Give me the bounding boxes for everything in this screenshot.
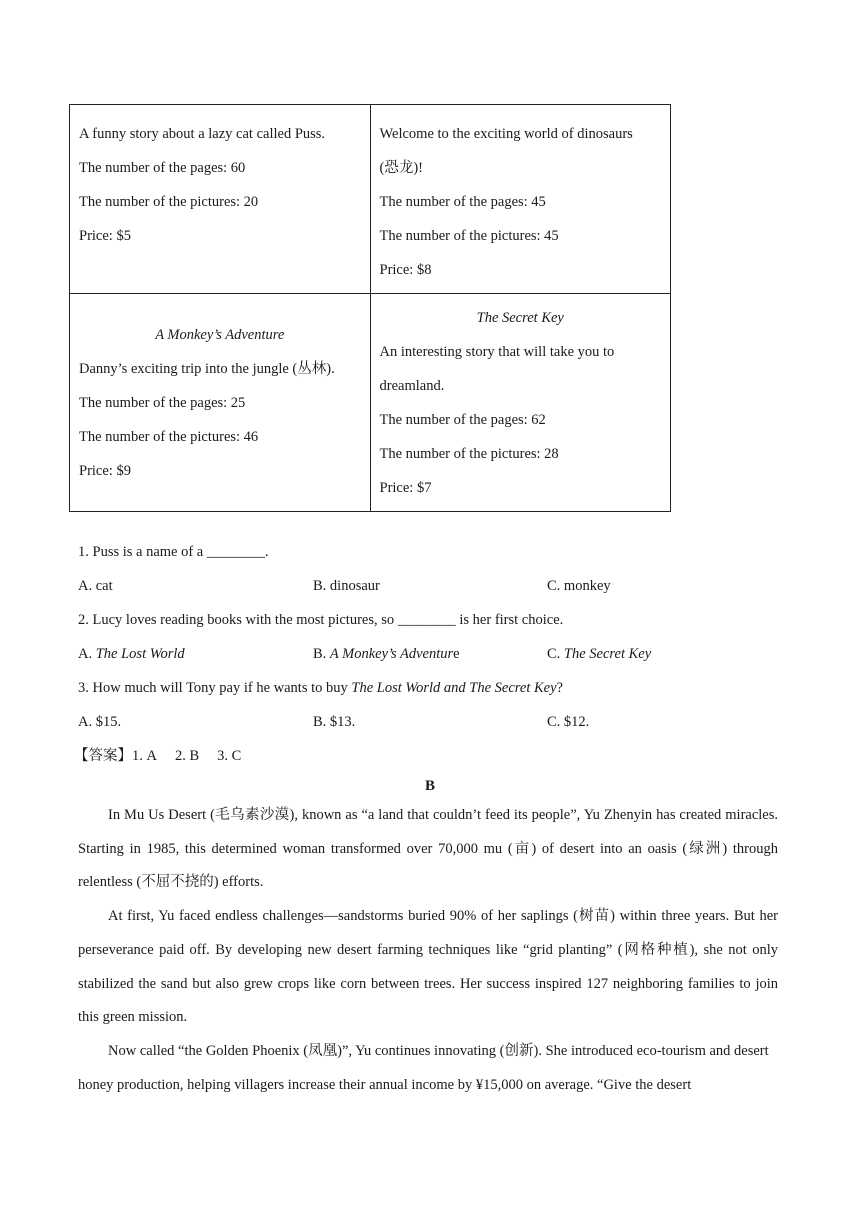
book-pictures: The number of the pictures: 45	[379, 228, 559, 244]
book-cell-cat	[70, 105, 371, 294]
paragraph: In Mu Us Desert (毛乌素沙漠), known as “a land that couldn’t feed its people”, Yu Zhenyin has created miracles. Starting in 1985, this determined woman transformed over 70,000 mu (亩) of desert into an oasis (绿洲) through relentless (不屈不挠的) efforts.	[78, 807, 778, 891]
book-description: An interesting story that will take you to	[379, 344, 615, 360]
option-c	[547, 637, 651, 671]
option-prefix: B.	[313, 646, 330, 662]
answer-key	[74, 739, 778, 773]
question-1-stem: 1. Puss is a name of a ________.	[78, 544, 269, 560]
option-b	[313, 637, 460, 671]
answer-item: 3. C	[217, 748, 242, 764]
book-description-cont: (恐龙)!	[379, 160, 423, 176]
questions-block	[74, 535, 778, 773]
option-a: A. $15.	[78, 714, 122, 730]
passage-b	[78, 799, 778, 1102]
book-cell-monkey	[70, 294, 371, 512]
question-3-stem	[78, 671, 778, 705]
option-prefix: A.	[78, 646, 96, 662]
book-title: A Monkey’s Adventure	[155, 327, 285, 343]
book-pages: The number of the pages: 60	[79, 160, 246, 176]
table-row	[70, 294, 671, 512]
book-cell-secret-key	[370, 294, 671, 512]
option-prefix: C.	[547, 646, 564, 662]
option-c: C. monkey	[547, 578, 611, 594]
question-3-options	[78, 705, 778, 739]
book-pages: The number of the pages: 62	[379, 412, 546, 428]
book-description: A funny story about a lazy cat called Puss.	[79, 126, 326, 142]
option-b: B. $13.	[313, 714, 356, 730]
option-suffix: e	[453, 646, 460, 662]
option-c: C. $12.	[547, 714, 590, 730]
answer-item: 1. A	[132, 748, 157, 764]
book-price: Price: $5	[79, 228, 131, 244]
book-cell-dinosaurs	[370, 105, 671, 294]
option-title: The Secret Key	[563, 646, 652, 662]
book-price: Price: $8	[379, 262, 432, 278]
table-row	[70, 105, 671, 294]
option-a	[78, 637, 185, 671]
book-description: Danny’s exciting trip into the jungle (丛林).	[79, 361, 335, 377]
answer-label: 【答案】	[74, 748, 132, 764]
book-price: Price: $7	[379, 480, 432, 496]
book-pictures: The number of the pictures: 28	[379, 446, 559, 462]
stem-titles: The Lost World and The Secret Key	[351, 680, 557, 696]
question-2-options	[78, 637, 778, 671]
paragraph: Now called “the Golden Phoenix (凤凰)”, Yu continues innovating (创新). She introduced eco-tourism and desert honey production, helping villagers increase their annual income by ¥15,000 on average. “Give the desert	[78, 1042, 769, 1093]
book-pages: The number of the pages: 45	[379, 194, 546, 210]
option-b: B. dinosaur	[313, 578, 380, 594]
stem-suffix: ?	[556, 680, 563, 696]
paragraph: At first, Yu faced endless challenges—sandstorms buried 90% of her saplings (树苗) within three years. But her perseverance paid off. By developing new desert farming techniques like “grid planting” (网格种植), she not only stabilized the sand but also grew crops like corn between trees. Her success inspired 127 neighboring families to join this green mission.	[78, 908, 778, 1026]
question-1-options	[78, 569, 778, 603]
book-title: The Secret Key	[476, 310, 564, 326]
book-pictures: The number of the pictures: 20	[79, 194, 259, 210]
stem-prefix: 3. How much will Tony pay if he wants to buy	[78, 680, 352, 696]
option-title: A Monkey’s Adventur	[329, 646, 454, 662]
book-price: Price: $9	[79, 463, 131, 479]
book-info-table	[69, 104, 671, 512]
option-a: A. cat	[78, 578, 113, 594]
book-pages: The number of the pages: 25	[79, 395, 246, 411]
book-pictures: The number of the pictures: 46	[79, 429, 259, 445]
option-title: The Lost World	[95, 646, 185, 662]
book-description-cont: dreamland.	[379, 378, 445, 394]
section-heading: B	[424, 778, 435, 794]
answer-item: 2. B	[174, 748, 200, 764]
question-2-stem: 2. Lucy loves reading books with the most pictures, so ________ is her first choice.	[78, 612, 564, 628]
book-description: Welcome to the exciting world of dinosaurs	[379, 126, 633, 142]
